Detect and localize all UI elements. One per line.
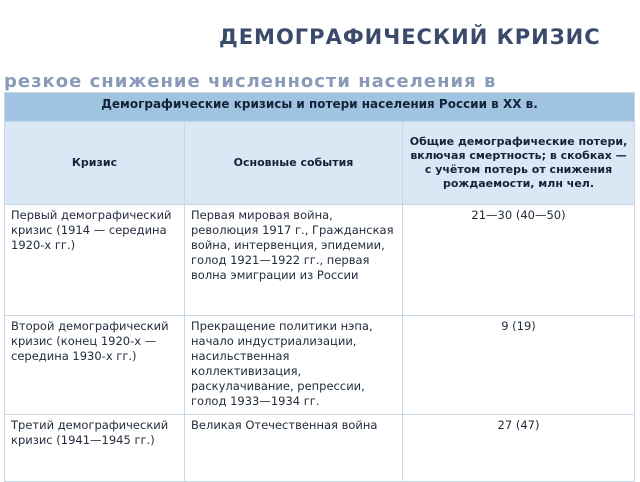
clipped-text: резкое снижение численности населения в bbox=[4, 71, 497, 92]
cell-events: Великая Отечественная война bbox=[185, 415, 403, 482]
cell-crisis: Первый демографический кризис (1914 — середина 1920-х гг.) bbox=[5, 205, 185, 316]
demographic-table-wrapper bbox=[4, 92, 634, 480]
table-header-row bbox=[5, 122, 635, 205]
cell-losses: 21—30 (40—50) bbox=[403, 205, 635, 316]
cell-events: Прекращение политики нэпа, начало индустриализации, насильственная коллективизация, раскулачивание, репрессии, голод 1933—1934 гг. bbox=[185, 316, 403, 415]
clipped-text-line bbox=[4, 71, 640, 92]
table-row bbox=[5, 415, 635, 482]
header-losses: Общие демографические потери, включая смертность; в скобках — с учётом потерь от снижения рождаемости, млн чел. bbox=[403, 122, 635, 205]
header-events: Основные события bbox=[185, 122, 403, 205]
cell-crisis: Третий демографический кризис (1941—1945 гг.) bbox=[5, 415, 185, 482]
cell-losses: 27 (47) bbox=[403, 415, 635, 482]
cell-losses: 9 (19) bbox=[403, 316, 635, 415]
demographic-crises-table bbox=[4, 92, 635, 482]
cell-events: Первая мировая война, революция 1917 г., Гражданская война, интервенция, эпидемии, голод 1921—1922 гг., первая волна эмиграции из России bbox=[185, 205, 403, 316]
table-caption: Демографические кризисы и потери населения России в XX в. bbox=[5, 93, 635, 122]
header-crisis: Кризис bbox=[5, 122, 185, 205]
table-caption-row bbox=[5, 93, 635, 122]
table-row bbox=[5, 205, 635, 316]
cell-crisis: Второй демографический кризис (конец 1920-х — середина 1930-х гг.) bbox=[5, 316, 185, 415]
table-row bbox=[5, 316, 635, 415]
slide-title: ДЕМОГРАФИЧЕСКИЙ КРИЗИС bbox=[219, 25, 601, 49]
